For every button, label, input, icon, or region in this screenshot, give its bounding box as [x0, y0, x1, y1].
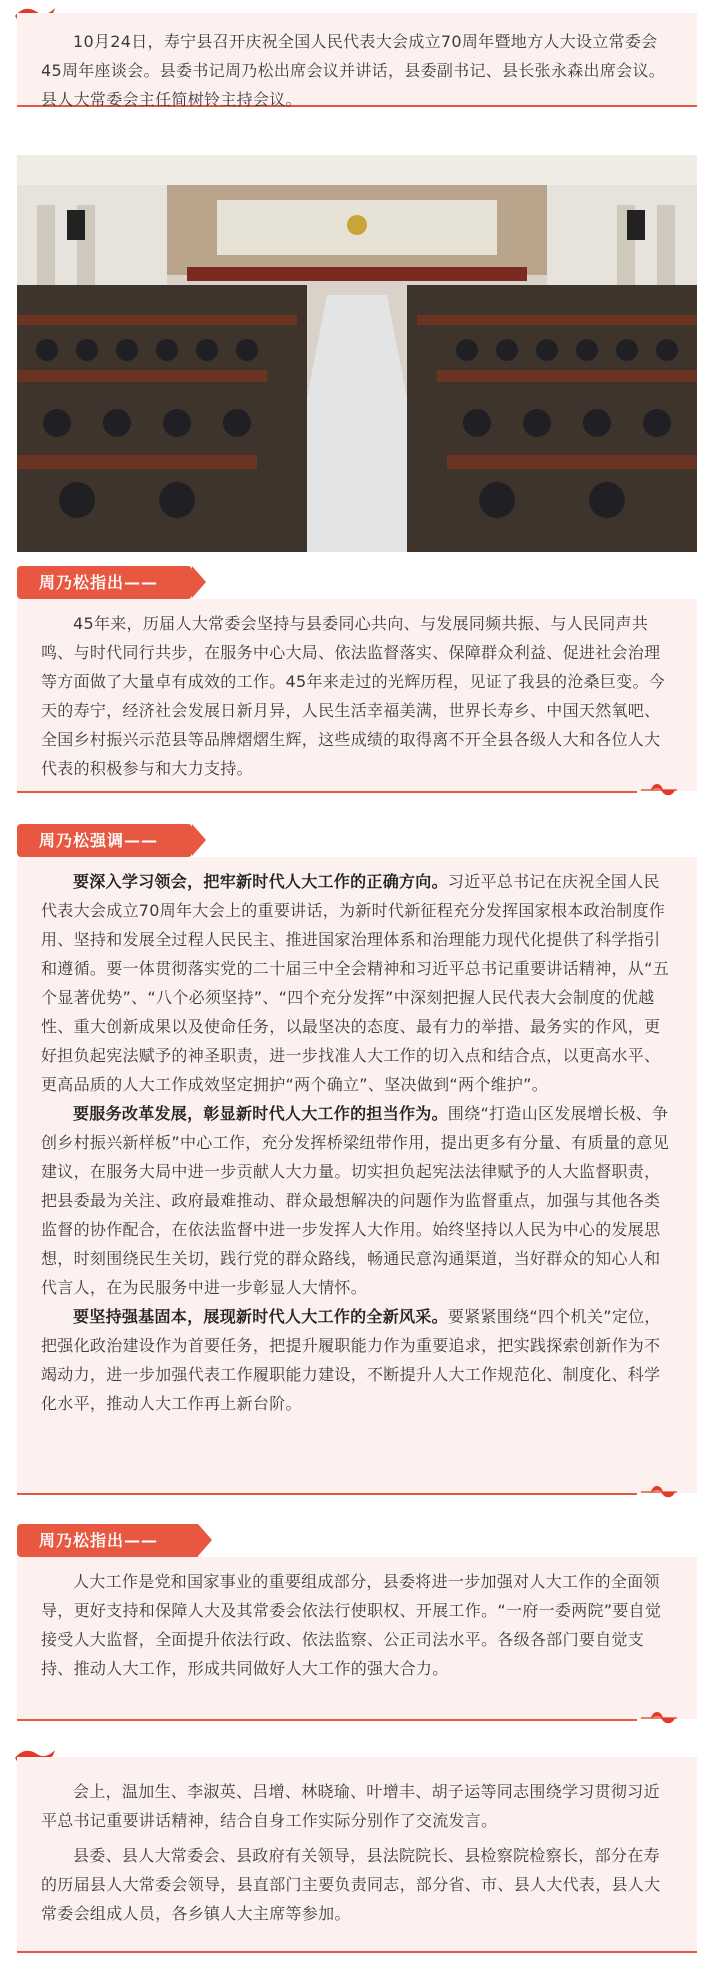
section1-tag: 周乃松指出——: [17, 566, 192, 599]
leaf-decoration-icon: [639, 780, 679, 800]
section1-card: [17, 599, 697, 791]
section2-divider: [17, 1493, 637, 1495]
section2-item-1: [41, 867, 673, 1099]
closing-text-2: 县委、县人大常委会、县政府有关领导，县法院院长、县检察院检察长，部分在寿的历届县人大常委会领导，县直部门主要负责同志，部分省、市、县人大代表，县人大常委会组成人员，各乡镇人大主席等参加。: [41, 1846, 661, 1923]
closing-text-1: 会上，温加生、李淑英、吕增、林晓瑜、叶增丰、胡子运等同志围绕学习贯彻习近平总书记重要讲话精神，结合自身工作实际分别作了交流发言。: [41, 1782, 660, 1830]
section2-item-2: [41, 1099, 673, 1302]
section2-item-3-body: 要紧紧围绕“四个机关”定位，把强化政治建设作为首要任务，把提升履职能力作为重要追求，把实践探索创新作为不竭动力，进一步加强代表工作履职能力建设，不断提升人大工作规范化、制度化、科学化水平，推动人大工作再上新台阶。: [41, 1307, 661, 1413]
leaf-decoration-icon: [639, 1482, 679, 1502]
section2-item-1-heading: 要深入学习领会，把牢新时代人大工作的正确方向。: [73, 872, 448, 891]
closing-card: [17, 1757, 697, 1953]
section3-text: 人大工作是党和国家事业的重要组成部分，县委将进一步加强对人大工作的全面领导，更好支持和保障人大及其常委会依法行使职权、开展工作。“一府一委两院”要自觉接受人大监督，全面提升依法行政、依法监察、公正司法水平。各级各部门要自觉支持、推动人大工作，形成共同做好人大工作的强大合力。: [41, 1572, 662, 1678]
section2-item-2-body: 围绕“打造山区发展增长极、争创乡村振兴新样板”中心工作，充分发挥桥梁纽带作用，提出更多有分量、有质量的意见建议，在服务大局中进一步贡献人大力量。切实担负起宪法法律赋予的人大监督职责，把县委最为关注、政府最难推动、群众最想解决的问题作为监督重点，加强与其他各类监督的协作配合，在依法监督中进一步发挥人大作用。始终坚持以人民为中心的发展思想，时刻围绕民生关切，践行党的群众路线，畅通民意沟通渠道，当好群众的知心人和代言人，在为民服务中进一步彰显人大情怀。: [41, 1104, 669, 1297]
section1-divider: [17, 791, 637, 793]
intro-card: [17, 13, 697, 107]
section3-divider: [17, 1719, 637, 1721]
section3-card: [17, 1557, 697, 1719]
leaf-decoration-icon: [639, 1708, 679, 1728]
section3-tag: 周乃松指出——: [17, 1524, 198, 1557]
section2-item-3: [41, 1302, 673, 1418]
section2-item-3-heading: 要坚持强基固本，展现新时代人大工作的全新风采。: [73, 1307, 448, 1326]
intro-text: 10月24日，寿宁县召开庆祝全国人民代表大会成立70周年暨地方人大设立常委会45周年座谈会。县委书记周乃松出席会议并讲话，县委副书记、县长张永森出席会议。县人大常委会主任简树铃主持会议。: [41, 32, 666, 109]
meeting-photo: [17, 155, 697, 552]
section2-item-1-body: 习近平总书记在庆祝全国人民代表大会成立70周年大会上的重要讲话，为新时代新征程充分发挥国家根本政治制度作用、坚持和发展全过程人民民主、推进国家治理体系和治理能力现代化提供了科学指引和遵循。要一体贯彻落实党的二十届三中全会精神和习近平总书记重要讲话精神，从“五个显著优势”、“八个必须坚持”、“四个充分发挥”中深刻把握人民代表大会制度的优越性、重大创新成果以及使命任务，以最坚决的态度、最有力的举措、最务实的作风，更好担负起宪法赋予的神圣职责，进一步找准人大工作的切入点和结合点，以更高水平、更高品质的人大工作成效坚定拥护“两个确立”、坚决做到“两个维护”。: [41, 872, 669, 1094]
section1-text: 45年来，历届人大常委会坚持与县委同心共向、与发展同频共振、与人民同声共鸣、与时代同行共步，在服务中心大局、依法监督落实、保障群众利益、促进社会治理等方面做了大量卓有成效的工作。45年来走过的光辉历程，见证了我县的沧桑巨变。今天的寿宁，经济社会发展日新月异，人民生活幸福美满，世界长寿乡、中国天然氧吧、全国乡村振兴示范县等品牌熠熠生辉，这些成绩的取得离不开全县各级人大和各位人大代表的积极参与和大力支持。: [41, 614, 666, 778]
meeting-hall-illustration: [17, 155, 697, 552]
section2-tag: 周乃松强调——: [17, 824, 192, 857]
section2-card: [17, 857, 697, 1493]
section2-item-2-heading: 要服务改革发展，彰显新时代人大工作的担当作为。: [73, 1104, 448, 1123]
